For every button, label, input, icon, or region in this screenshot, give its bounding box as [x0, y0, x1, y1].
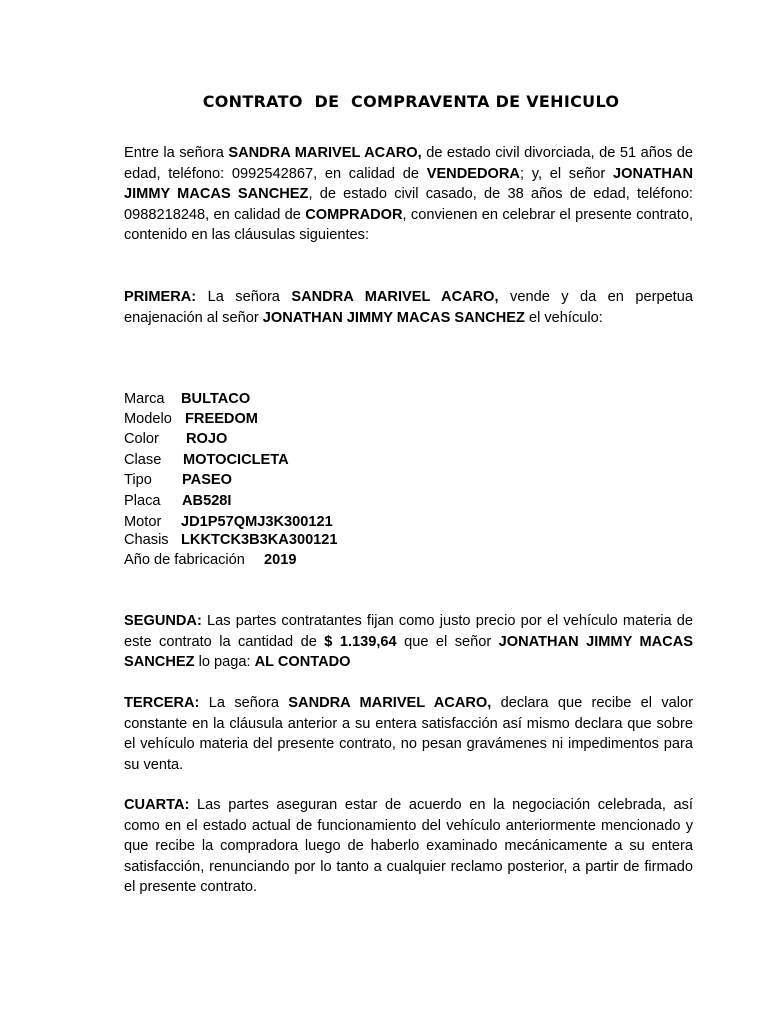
clause-segunda	[124, 611, 693, 673]
vehicle-row-placa	[124, 491, 231, 511]
clause-primera	[124, 287, 693, 328]
segunda-text-1: Las partes contratantes fijan como justo precio por el vehículo materia de este contrato la cantidad de	[124, 613, 693, 650]
segunda-payment: AL CONTADO	[254, 654, 351, 671]
vehicle-row-color	[124, 429, 227, 449]
primera-text-2: vende y da en perpetua enajenación al señor	[124, 289, 693, 326]
primera-buyer-name: JONATHAN JIMMY MACAS SANCHEZ	[262, 309, 525, 326]
vehicle-label: Color	[124, 431, 159, 447]
intro-text-5: , convienen en celebrar el presente contrato, contenido en las cláusulas siguientes:	[124, 206, 693, 244]
clause-tercera	[124, 693, 693, 775]
vehicle-label: Modelo	[124, 411, 172, 427]
vehicle-label: Motor	[124, 514, 162, 530]
vehicle-label: Clase	[124, 452, 162, 468]
primera-text-3: el vehículo:	[524, 309, 603, 326]
vehicle-value: 2019	[264, 552, 297, 568]
vehicle-label: Chasis	[124, 532, 169, 548]
vehicle-row-clase	[124, 450, 289, 470]
vehicle-row-modelo	[124, 409, 258, 429]
tercera-text-2: declara que recibe el valor constante en la cláusula anterior a su entera satisfacción así mismo declara que sobre el vehículo materia del presente contrato, no pesan gravámenes ni impedimentos para su venta.	[124, 695, 693, 773]
segunda-text-3: lo paga:	[194, 654, 255, 671]
vehicle-row-chasis	[124, 530, 338, 550]
vehicle-value: ROJO	[186, 431, 228, 447]
intro-buyer-name: JONATHAN JIMMY MACAS SANCHEZ	[124, 165, 693, 203]
intro-seller-name: SANDRA MARIVEL ACARO,	[228, 145, 422, 161]
segunda-heading: SEGUNDA:	[124, 613, 202, 629]
vehicle-label: Año de fabricación	[124, 552, 245, 568]
tercera-seller-name: SANDRA MARIVEL ACARO,	[288, 695, 492, 711]
tercera-text-1: La señora	[199, 695, 289, 711]
segunda-buyer-name: JONATHAN JIMMY MACAS SANCHEZ	[124, 633, 693, 671]
vehicle-label: Marca	[124, 391, 165, 407]
cuarta-text-1: Las partes aseguran estar de acuerdo en la negociación celebrada, así como en el estado actual de funcionamiento del vehículo anteriormente mencionado y que recibe la compradora luego de haberlo examinado mecánicamente a su entera satisfacción, renunciando por lo tanto a cualquier reclamo posterior, a partir de firmado el presente contrato.	[124, 797, 693, 896]
vehicle-value: LKKTCK3B3KA300121	[181, 532, 338, 548]
vehicle-value: JD1P57QMJ3K300121	[181, 514, 333, 530]
intro-text-4: , de estado civil casado, de 38 años de edad, teléfono: 0988218248, en calidad de	[124, 186, 693, 223]
intro-text-3: ; y, el señor	[519, 165, 613, 182]
vehicle-value: AB528I	[182, 493, 232, 509]
vehicle-row-marca	[124, 389, 250, 409]
intro-seller-role: VENDEDORA	[426, 165, 520, 182]
intro-buyer-role: COMPRADOR	[305, 206, 403, 223]
vehicle-label: Placa	[124, 493, 161, 509]
document-title: CONTRATO DE COMPRAVENTA DE VEHICULO	[202, 92, 620, 111]
tercera-heading: TERCERA:	[124, 695, 200, 711]
primera-heading: PRIMERA:	[124, 289, 197, 305]
clause-cuarta	[124, 795, 693, 898]
vehicle-label: Tipo	[124, 472, 152, 488]
intro-text-2: de estado civil divorciada, de 51 años de edad, teléfono: 0992542867, en calidad de	[124, 145, 693, 182]
intro-text-1: Entre la señora	[124, 145, 229, 161]
intro-paragraph	[124, 143, 693, 246]
segunda-price: $ 1.139,64	[324, 633, 397, 650]
vehicle-value: FREEDOM	[185, 411, 258, 427]
vehicle-row-anio	[124, 550, 296, 570]
primera-text-1: La señora	[196, 289, 292, 305]
vehicle-value: MOTOCICLETA	[183, 452, 289, 468]
vehicle-value: BULTACO	[181, 391, 251, 407]
vehicle-row-motor	[124, 512, 333, 532]
vehicle-row-tipo	[124, 470, 232, 490]
primera-seller-name: SANDRA MARIVEL ACARO,	[291, 289, 499, 305]
segunda-text-2: que el señor	[396, 633, 499, 650]
cuarta-heading: CUARTA:	[124, 797, 190, 813]
vehicle-value: PASEO	[182, 472, 233, 488]
